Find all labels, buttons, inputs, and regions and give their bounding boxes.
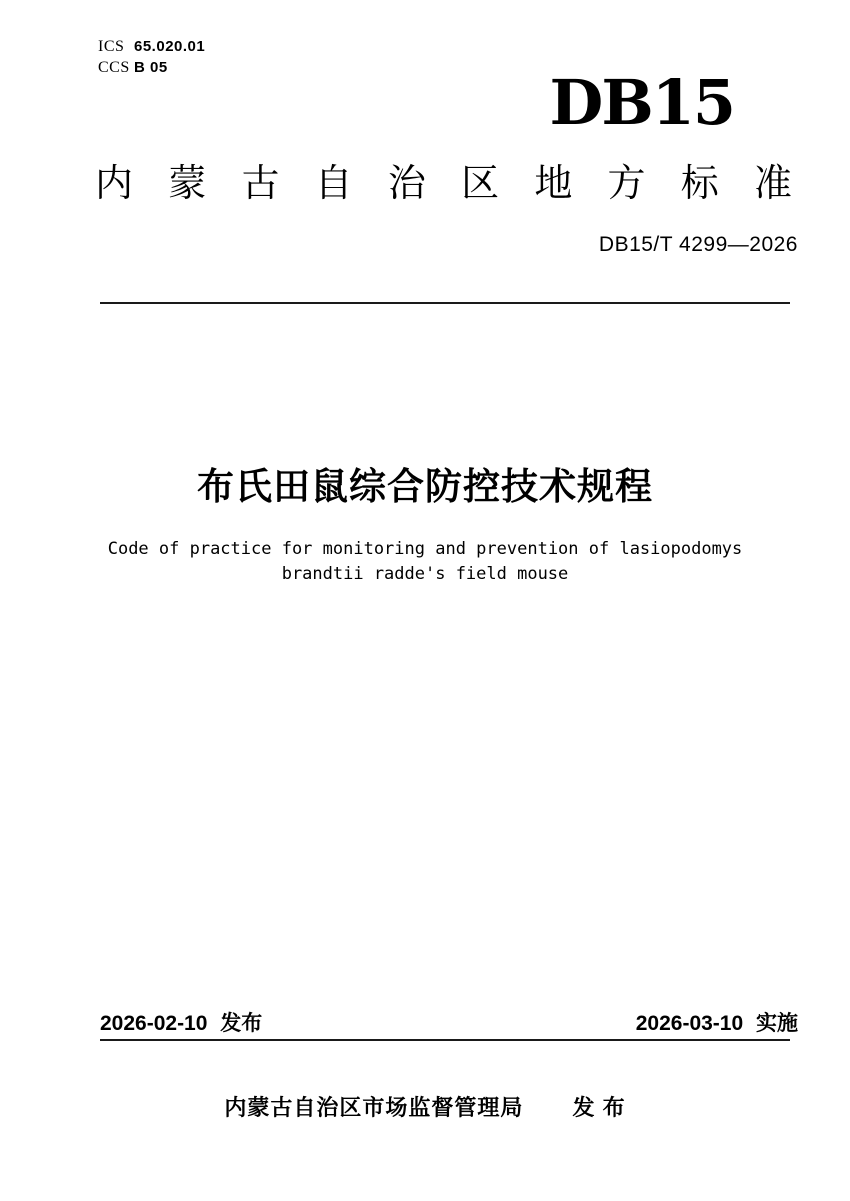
publisher-row bbox=[0, 1091, 850, 1122]
title-english-line2: brandtii radde's field mouse bbox=[281, 564, 569, 584]
issue-date-group bbox=[100, 1007, 262, 1037]
classification-block bbox=[98, 38, 205, 77]
title-english-line1: Code of practice for monitoring and prevention of lasiopodomys bbox=[107, 539, 743, 559]
title-english bbox=[0, 537, 850, 587]
implement-label: 实施 bbox=[756, 1012, 798, 1035]
top-divider bbox=[100, 302, 790, 304]
dates-row bbox=[100, 1007, 798, 1037]
standard-number: DB15/T 4299—2026 bbox=[598, 233, 798, 256]
ccs-label: CCS bbox=[98, 59, 130, 76]
db15-logo: DB15 bbox=[549, 66, 734, 139]
ics-label: ICS bbox=[98, 38, 125, 55]
publish-label: 发 布 bbox=[572, 1095, 626, 1120]
publisher-name: 内蒙古自治区市场监督管理局 bbox=[224, 1095, 524, 1120]
title-chinese: 布氏田鼠综合防控技术规程 bbox=[197, 466, 653, 507]
implement-date: 2026-03-10 bbox=[635, 1012, 744, 1035]
ccs-value: B 05 bbox=[134, 59, 168, 76]
ics-value: 65.020.01 bbox=[134, 38, 206, 55]
issue-date: 2026-02-10 bbox=[100, 1012, 208, 1035]
standard-name: 内蒙古自治区地方标准 bbox=[95, 163, 792, 205]
issue-label: 发布 bbox=[220, 1012, 263, 1035]
bottom-divider bbox=[100, 1039, 790, 1041]
implement-date-group bbox=[636, 1007, 798, 1037]
